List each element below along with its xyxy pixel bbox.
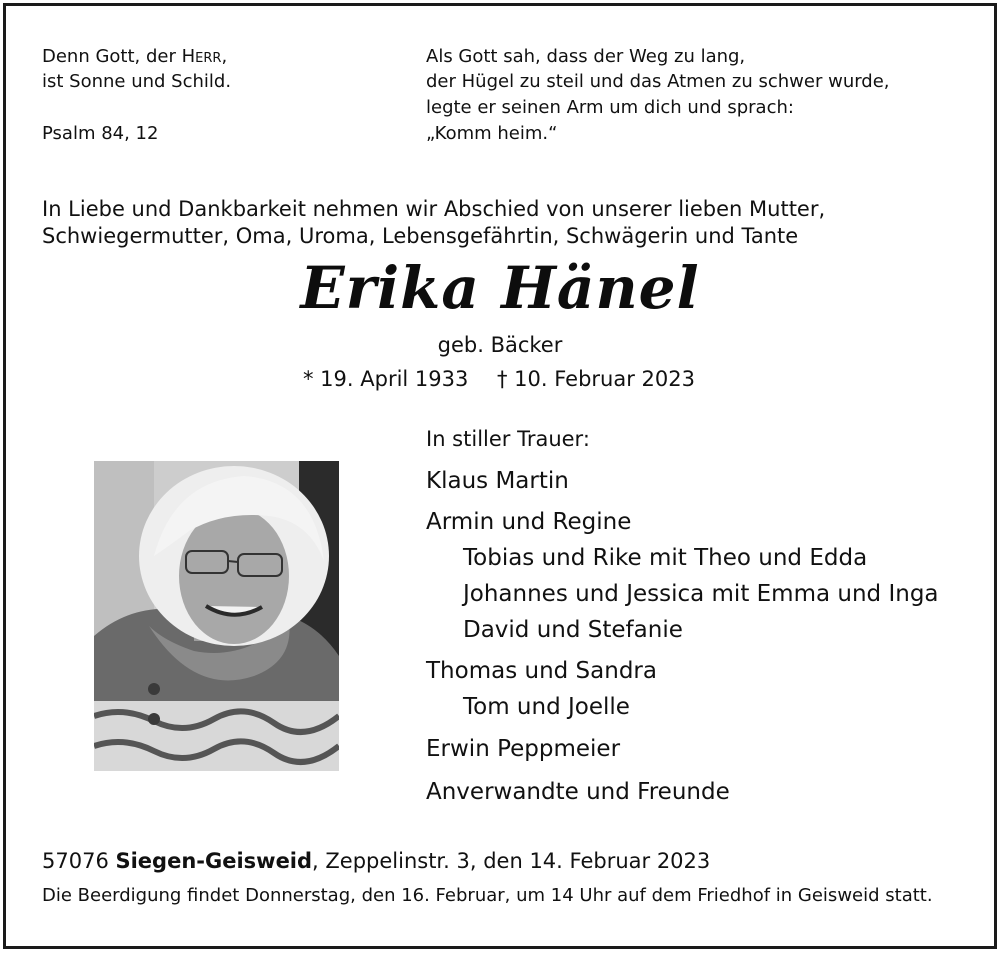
portrait-photo (94, 461, 339, 771)
verse-left-lord: Herr (181, 46, 222, 67)
mourner-item: Armin und Regine (426, 509, 632, 535)
funeral-info: Die Beerdigung findet Donnerstag, den 16. Februar, um 14 Uhr auf dem Friedhof in Geisweid statt. (42, 885, 933, 906)
mourners-heading: In stiller Trauer: (426, 427, 590, 451)
mourner-item: Klaus Martin (426, 468, 569, 494)
verse-left-comma: , (221, 46, 228, 67)
mourner-item: Thomas und Sandra (426, 658, 657, 684)
verse-right-line2: der Hügel zu steil und das Atmen zu schwer wurde, (426, 71, 890, 92)
town: Siegen-Geisweid (115, 849, 313, 873)
death-date: † 10. Februar 2023 (497, 367, 695, 391)
verse-left-text: Denn Gott, der (42, 46, 182, 67)
maiden-name: geb. Bäcker (437, 333, 563, 357)
mourner-item: Erwin Peppmeier (426, 736, 621, 762)
birth-date: * 19. April 1933 (303, 367, 469, 391)
footer-address (42, 846, 710, 876)
mourner-item-grandchild: Tobias und Rike mit Theo und Edda (463, 545, 868, 571)
portrait-illustration (94, 461, 339, 771)
street-date: , Zeppelinstr. 3, den 14. Februar 2023 (312, 849, 711, 873)
intro-line2: Schwiegermutter, Oma, Uroma, Lebensgefährtin, Schwägerin und Tante (42, 224, 799, 248)
deceased-name: Erika Hänel (300, 254, 700, 322)
verse-left-line2: ist Sonne und Schild. (42, 71, 232, 92)
verse-right-line3: legte er seinen Arm um dich und sprach: (426, 97, 794, 118)
verse-reference: Psalm 84, 12 (42, 123, 159, 144)
verse-right-line1: Als Gott sah, dass der Weg zu lang, (426, 46, 746, 67)
mourner-item: Anverwandte und Freunde (426, 779, 730, 805)
postcode: 57076 (42, 849, 116, 873)
mourner-item-grandchild: Johannes und Jessica mit Emma und Inga (463, 581, 939, 607)
mourner-item-grandchild: Tom und Joelle (463, 694, 630, 720)
mourner-item-grandchild: David und Stefanie (463, 617, 683, 643)
intro-line1: In Liebe und Dankbarkeit nehmen wir Abschied von unserer lieben Mutter, (42, 197, 826, 221)
verse-left-line1 (42, 44, 227, 70)
verse-right-line4: „Komm heim.“ (426, 123, 558, 144)
